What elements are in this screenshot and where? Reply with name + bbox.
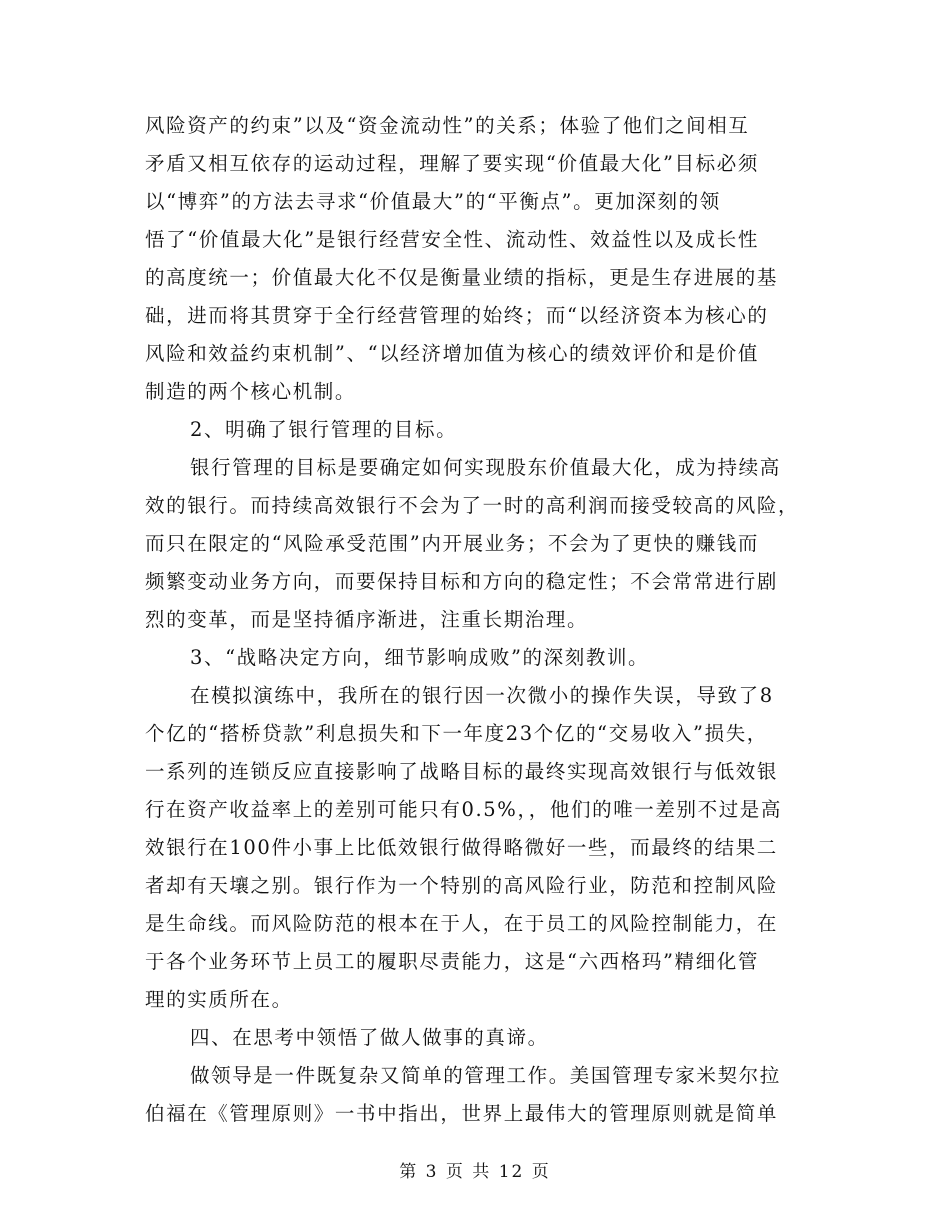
section-heading: 2、明确了银行管理的目标。 xyxy=(190,418,458,441)
section-heading: 四、在思考中领悟了做人做事的真谛。 xyxy=(190,1026,549,1049)
text-line: 的高度统一；价值最大化不仅是衡量业绩的指标，更是生存进展的基 xyxy=(145,266,779,289)
section-heading: 3、“战略决定方向，细节影响成败”的深刻教训。 xyxy=(190,646,650,669)
text-line: 于各个业务环节上员工的履职尽责能力，这是“六西格玛”精细化管 xyxy=(145,950,759,973)
text-line: 风险和效益约束机制”、“以经济增加值为核心的绩效评价和是价值 xyxy=(145,342,759,365)
text-line: 制造的两个核心机制。 xyxy=(145,380,357,403)
text-line: 个亿的“搭桥贷款”利息损失和下一年度23个亿的“交易收入”损失， xyxy=(145,722,768,745)
text-line: 础，进而将其贯穿于全行经营管理的始终；而“以经济资本为核心的 xyxy=(145,304,769,327)
text-line: 悟了“价值最大化”是银行经营安全性、流动性、效益性以及成长性 xyxy=(145,228,759,251)
text-line: 理的实质所在。 xyxy=(145,988,293,1011)
text-line: 效银行在100件小事上比低效银行做得略微好一些，而最终的结果二 xyxy=(145,836,778,859)
text-line: 效的银行。而持续高效银行不会为了一时的高利润而接受较高的风险， xyxy=(145,494,800,517)
paragraph-start: 做领导是一件既复杂又简单的管理工作。美国管理专家米契尔拉 xyxy=(190,1064,781,1087)
text-line: 频繁变动业务方向，而要保持目标和方向的稳定性；不会常常进行剧 xyxy=(145,570,779,593)
text-line: 是生命线。而风险防范的根本在于人，在于员工的风险控制能力，在 xyxy=(145,912,779,935)
text-line: 而只在限定的“风险承受范围”内开展业务；不会为了更快的赚钱而 xyxy=(145,532,759,555)
text-line: 烈的变革，而是坚持循序渐进，注重长期治理。 xyxy=(145,608,589,631)
page-footer: 第 3 页 共 12 页 xyxy=(399,1162,551,1182)
text-line: 者却有天壤之别。银行作为一个特别的高风险行业，防范和控制风险 xyxy=(145,874,779,897)
text-line: 以“博弈”的方法去寻求“价值最大”的“平衡点”。更加深刻的领 xyxy=(145,190,721,213)
text-line: 矛盾又相互依存的运动过程，理解了要实现“价值最大化”目标必须 xyxy=(145,152,759,175)
text-line: 一系列的连锁反应直接影响了战略目标的最终实现高效银行与低效银 xyxy=(145,760,779,783)
text-line: 风险资产的约束”以及“资金流动性”的关系；体验了他们之间相互 xyxy=(145,114,750,137)
paragraph-start: 在模拟演练中，我所在的银行因一次微小的操作失误，导致了8 xyxy=(190,684,774,707)
body-text xyxy=(145,107,805,1133)
text-line: 伯福在《管理原则》一书中指出，世界上最伟大的管理原则就是简单 xyxy=(145,1102,779,1125)
text-line: 行在资产收益率上的差别可能只有0.5%，，他们的唯一差别不过是高 xyxy=(145,798,782,821)
paragraph-start: 银行管理的目标是要确定如何实现股东价值最大化，成为持续高 xyxy=(190,456,781,479)
